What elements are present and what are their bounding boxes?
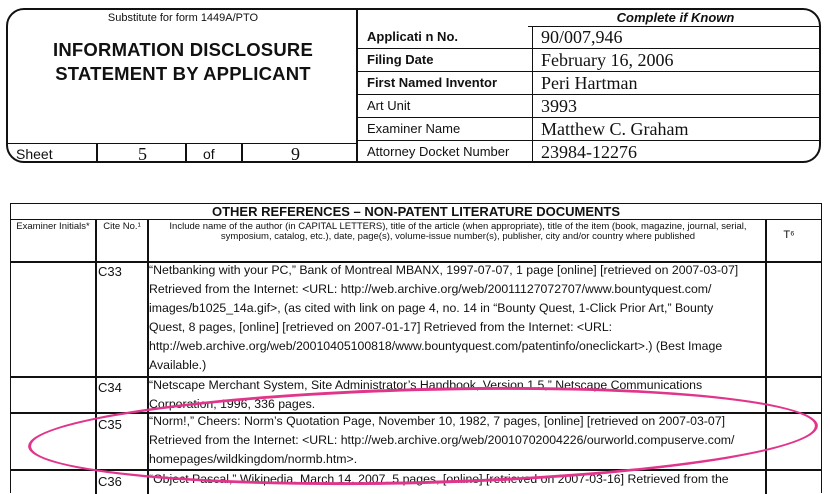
- of-label: of: [203, 146, 215, 162]
- sheet-number: 5: [138, 144, 147, 163]
- form-title-block: [8, 10, 358, 143]
- divider: [185, 144, 187, 163]
- field-label: Applicati n No.: [358, 26, 533, 48]
- divider: [96, 144, 98, 163]
- col-header-translation: T⁶: [783, 229, 795, 241]
- form-title-line1: INFORMATION DISCLOSURE: [53, 39, 313, 60]
- reference-line: Corporation, 1996, 336 pages.: [149, 397, 316, 411]
- complete-if-known-heading: Complete if Known: [528, 10, 821, 27]
- field-label: Filing Date: [358, 49, 533, 71]
- cite-number: C35: [98, 417, 122, 432]
- cite-number: C34: [98, 380, 122, 395]
- substitute-note: Substitute for form 1449A/PTO: [107, 12, 259, 24]
- examiner-row: [358, 118, 821, 141]
- known-fields-block: [358, 10, 821, 163]
- docket-value: 23984-12276: [541, 142, 637, 162]
- examiner-value: Matthew C. Graham: [541, 119, 689, 139]
- divider: [241, 144, 243, 163]
- form-header: [6, 8, 821, 163]
- reference-line: Available.): [149, 358, 207, 372]
- reference-line: Quest, 8 pages, [online] [retrieved on 2007-01-17] Retrieved from the Internet: <URL:: [149, 320, 613, 334]
- sheet-total: 9: [291, 144, 300, 163]
- field-label: Examiner Name: [358, 118, 533, 140]
- reference-entry: [149, 261, 764, 375]
- docket-row: [358, 141, 821, 163]
- reference-line: Retrieved from the Internet: <URL: http://web.archive.org/web/20011127072707/www.bountyquest.com/: [149, 282, 712, 296]
- col-header-examiner: Examiner Initials*: [16, 221, 90, 232]
- reference-line: http://web.archive.org/web/20010405100818/www.bountyquest.com/patentinfo/oneclickart>.) (Best Image: [149, 339, 723, 353]
- art-unit-row: [358, 95, 821, 118]
- inventor-value: Peri Hartman: [541, 73, 638, 93]
- cite-number: C33: [98, 264, 122, 279]
- cite-number: C36: [98, 474, 122, 489]
- field-label: Attorney Docket Number: [358, 141, 533, 163]
- form-title: [8, 38, 358, 86]
- sheet-row: [8, 143, 358, 163]
- col-header-description: Include name of the author (in CAPITAL LETTERS), title of the article (when appropriate), title of the item (book, magazine, journal, serial, symposium, catalog, etc.), date, page(s), volume-issue number(s), publisher, city and/or country where published: [169, 221, 747, 242]
- field-label: First Named Inventor: [358, 72, 533, 94]
- form-title-line2: STATEMENT BY APPLICANT: [55, 63, 311, 84]
- application-number-row: [358, 26, 821, 49]
- filing-date-value: February 16, 2006: [541, 50, 674, 70]
- reference-line: “Norm!,” Cheers: Norm’s Quotation Page, November 10, 1982, 7 pages, [online] [retrieved on 2007-03-07]: [149, 414, 725, 428]
- art-unit-value: 3993: [541, 96, 577, 116]
- field-label: Art Unit: [358, 95, 533, 117]
- application-number-value: 90/007,946: [541, 27, 623, 47]
- reference-line: images/b1025_14a.gif>, (as cited with link on page 4, no. 14 in “Bounty Quest, 1-Click Prior Art,” Bounty: [149, 301, 714, 315]
- sheet-label: Sheet: [16, 146, 53, 162]
- reference-line: “Netscape Merchant System, Site Administrator’s Handbook, Version 1.5,” Netscape Communications: [149, 378, 703, 392]
- table-caption: OTHER REFERENCES – NON-PATENT LITERATURE DOCUMENTS: [11, 204, 821, 220]
- reference-line: “Netbanking with your PC,” Bank of Montreal MBANX, 1997-07-07, 1 page [online] [retrieved on 2007-03-07]: [149, 263, 739, 277]
- filing-date-row: [358, 49, 821, 72]
- reference-line: homepages/wildkingdom/normb.htm>.: [149, 452, 358, 466]
- col-header-cite: Cite No.¹: [103, 221, 141, 232]
- reference-line: Retrieved from the Internet: <URL: http://web.archive.org/web/20010702004226/ourworld.compuserve.com/: [149, 433, 735, 447]
- reference-line: “Object Pascal,” Wikipedia, March 14, 2007, 5 pages, [online] [retrieved on 2007-03-16] Retrieved from the: [149, 472, 729, 486]
- inventor-row: [358, 72, 821, 95]
